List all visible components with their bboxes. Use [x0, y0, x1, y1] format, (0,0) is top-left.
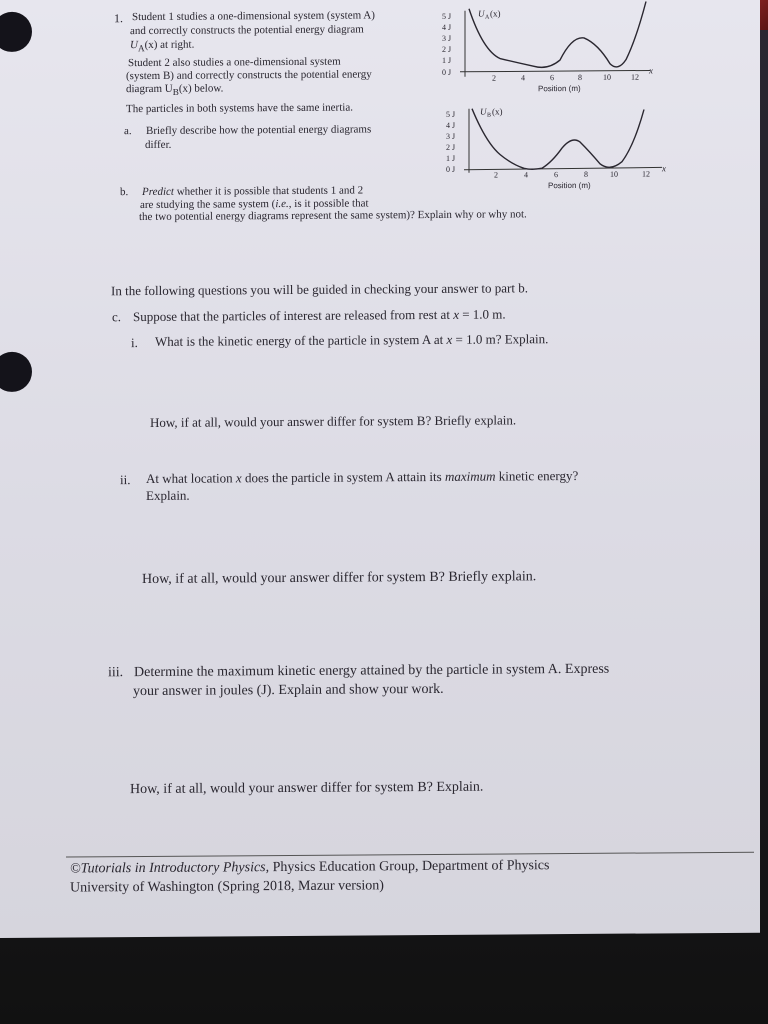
part-b-label: b. [120, 186, 129, 199]
intro-line-3: $U_A(x)$ at right. [130, 38, 195, 54]
intro-line-1: Student 1 studies a one-dimensional system (system A) [132, 9, 375, 24]
part-c-i-system-b: How, if at all, would your answer differ for system B? Briefly explain. [150, 412, 517, 430]
graph-b-curve [472, 108, 644, 170]
footer-line-1: ©Tutorials in Introductory Physics, Physics Education Group, Department of Physics [70, 858, 550, 877]
inertia-statement: The particles in both systems have the same inertia. [126, 101, 353, 116]
graph-b-xlabel: Position (m) [548, 180, 591, 191]
graph-b-ytick: 4 J [446, 120, 456, 130]
graph-b-xtick: 6 [554, 170, 558, 180]
part-b-line-1: Predict whether it is possible that students 1 and 2 [142, 184, 364, 199]
part-c-iii-line-1: Determine the maximum kinetic energy attained by the particle in system A. Express [134, 661, 610, 681]
question-number: 1. [114, 11, 123, 26]
part-b-line-3: the two potential energy diagrams represent the same system)? Explain why or why not. [139, 208, 527, 224]
potential-energy-graph-a [438, 0, 670, 97]
intro-line-2: and correctly constructs the potential energy diagram [130, 23, 364, 38]
part-c-ii-text-line-2: Explain. [146, 487, 190, 503]
graph-a-ylabel: U [478, 8, 485, 19]
graph-b-xtick: 8 [584, 169, 588, 179]
part-a-line-1: Briefly describe how the potential energy diagrams [146, 123, 372, 137]
part-c-iii-line-2: your answer in joules (J). Explain and show your work. [133, 681, 444, 700]
punch-hole [0, 12, 32, 52]
graph-a-ylabel-sub: A [485, 14, 490, 21]
guided-intro: In the following questions you will be guided in checking your answer to part b. [111, 280, 529, 299]
part-c-ii-text: At what location x does the particle in system A attain its maximum kinetic energy? [146, 467, 579, 486]
graph-a-ytick: 3 J [442, 33, 452, 43]
graph-a-xtick: 2 [492, 73, 496, 83]
graph-b-ylabel-sub: B [487, 112, 492, 119]
part-c-i-label: i. [131, 335, 138, 351]
graph-a-xtick: 4 [521, 73, 525, 83]
part-c-label: c. [112, 309, 122, 325]
part-c-ii-label: ii. [120, 472, 131, 488]
graph-b-ylabel: U [480, 106, 487, 117]
graph-a-xtick: 12 [631, 72, 639, 82]
graph-b-xvar: x [662, 163, 666, 174]
punch-hole [0, 352, 32, 392]
part-c-iii-system-b: How, if at all, would your answer differ for system B? Explain. [130, 779, 484, 798]
graph-a-ytick: 0 J [442, 67, 452, 77]
graph-a-ylabel-rest: (x) [490, 8, 501, 19]
part-b-line-2: are studying the same system (i.e., is it possible that [140, 197, 369, 212]
graph-a-ytick: 4 J [442, 22, 452, 32]
graph-a-ytick: 1 J [442, 55, 452, 65]
part-c-ii-system-b: How, if at all, would your answer differ for system B? Briefly explain. [142, 569, 537, 588]
graph-a-ytick: 5 J [442, 11, 452, 21]
graph-a-ytick: 2 J [442, 44, 452, 54]
student2-line-3: diagram $U_B(x)$ below. [126, 82, 224, 97]
graph-a-xlabel: Position (m) [538, 83, 581, 94]
part-c-iii-label: iii. [108, 665, 124, 681]
graph-a-xvar: x [649, 65, 653, 76]
footer-rule [66, 852, 754, 858]
student2-line-1: Student 2 also studies a one-dimensional system [128, 55, 341, 70]
graph-a-xtick: 8 [578, 72, 582, 82]
part-a-line-2: differ. [145, 138, 172, 151]
graph-b-ytick: 2 J [446, 142, 456, 152]
graph-b-xtick: 2 [494, 170, 498, 180]
graph-a-xtick: 6 [550, 73, 554, 83]
graph-b-x-axis [464, 167, 662, 169]
graph-b-ytick: 5 J [446, 109, 456, 119]
part-c-i-text: What is the kinetic energy of the particle in system A at x = 1.0 m? Explain. [155, 331, 549, 349]
student2-line-2: (system B) and correctly constructs the potential energy [126, 68, 372, 83]
graph-a-x-axis [460, 70, 650, 71]
part-c-text: Suppose that the particles of interest are released from rest at x = 1.0 m. [133, 306, 506, 325]
graph-b-ytick: 0 J [446, 164, 456, 174]
graph-b-ytick: 1 J [446, 153, 456, 163]
potential-energy-graph-b [438, 97, 678, 195]
part-a-label: a. [124, 125, 132, 138]
graph-b-ytick: 3 J [446, 131, 456, 141]
graph-b-xtick: 10 [610, 169, 618, 179]
graph-b-xtick: 4 [524, 170, 528, 180]
graph-b-xtick: 12 [642, 169, 650, 179]
graph-a-xtick: 10 [603, 72, 611, 82]
graph-b-ylabel-rest: (x) [492, 106, 503, 117]
footer-line-2: University of Washington (Spring 2018, Mazur version) [70, 878, 384, 896]
